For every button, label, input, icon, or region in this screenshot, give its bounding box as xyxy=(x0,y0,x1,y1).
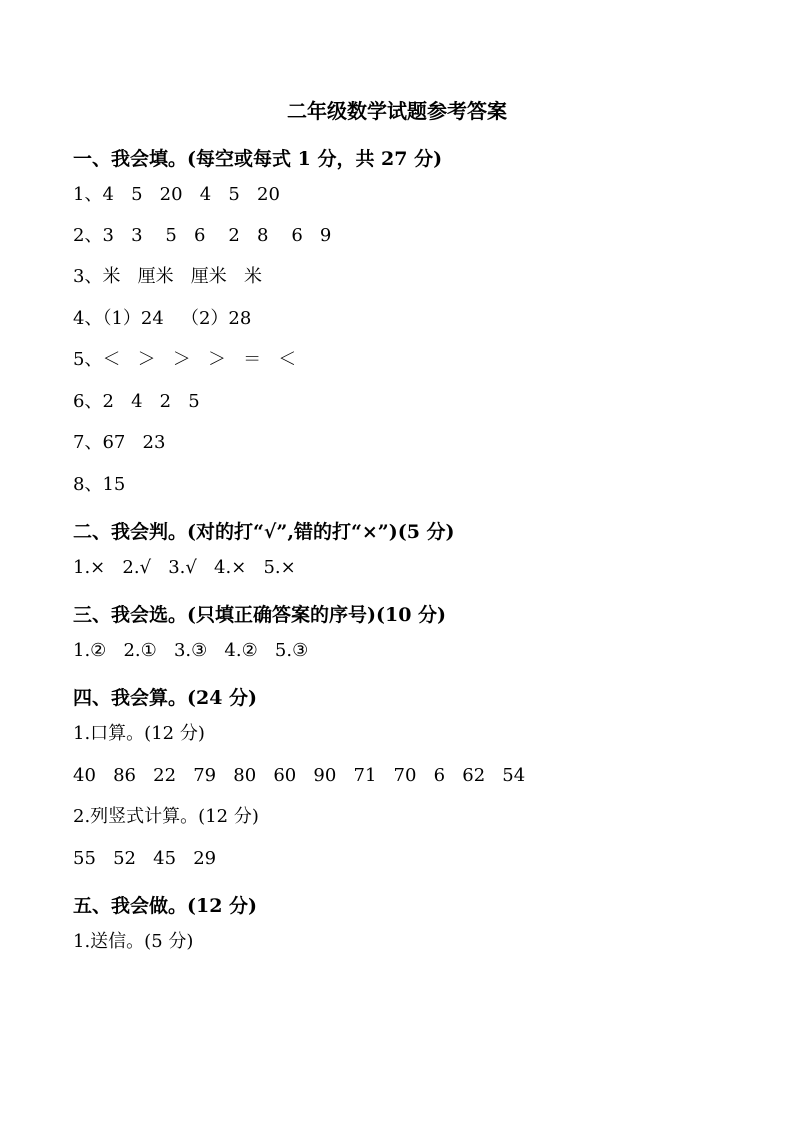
answer-line: 5、＜ ＞ ＞ ＞ ＝ ＜ xyxy=(73,349,297,370)
answer-line: 1.口算。(12 分) xyxy=(73,723,205,744)
answer-line: 1.送信。(5 分) xyxy=(73,931,194,952)
answer-line: 2.列竖式计算。(12 分) xyxy=(73,806,259,827)
answer-line: 4、（1）24 （2）28 xyxy=(73,308,252,329)
document-title: 二年级数学试题参考答案 xyxy=(287,99,507,123)
answer-line: 7、67 23 xyxy=(73,432,166,453)
answer-line: 1.② 2.① 3.③ 4.② 5.③ xyxy=(73,640,309,661)
section-heading-1: 一、我会填。(每空或每式 1 分，共 27 分) xyxy=(73,148,443,170)
answer-line: 6、2 4 2 5 xyxy=(73,391,200,412)
section-heading-4: 四、我会算。(24 分) xyxy=(73,687,258,709)
answer-line: 40 86 22 79 80 60 90 71 70 6 62 54 xyxy=(73,765,526,786)
answer-line: 3、米 厘米 厘米 米 xyxy=(73,266,262,287)
answer-line: 1、4 5 20 4 5 20 xyxy=(73,184,280,205)
answer-line: 55 52 45 29 xyxy=(73,848,217,869)
section-heading-5: 五、我会做。(12 分) xyxy=(73,895,258,917)
answer-line: 2、3 3 5 6 2 8 6 9 xyxy=(73,225,332,246)
answer-line: 8、15 xyxy=(73,474,126,495)
section-heading-2: 二、我会判。(对的打“√”,错的打“×”)(5 分) xyxy=(73,521,455,543)
section-heading-3: 三、我会选。(只填正确答案的序号)(10 分) xyxy=(73,604,447,626)
answer-line: 1.× 2.√ 3.√ 4.× 5.× xyxy=(73,557,296,578)
